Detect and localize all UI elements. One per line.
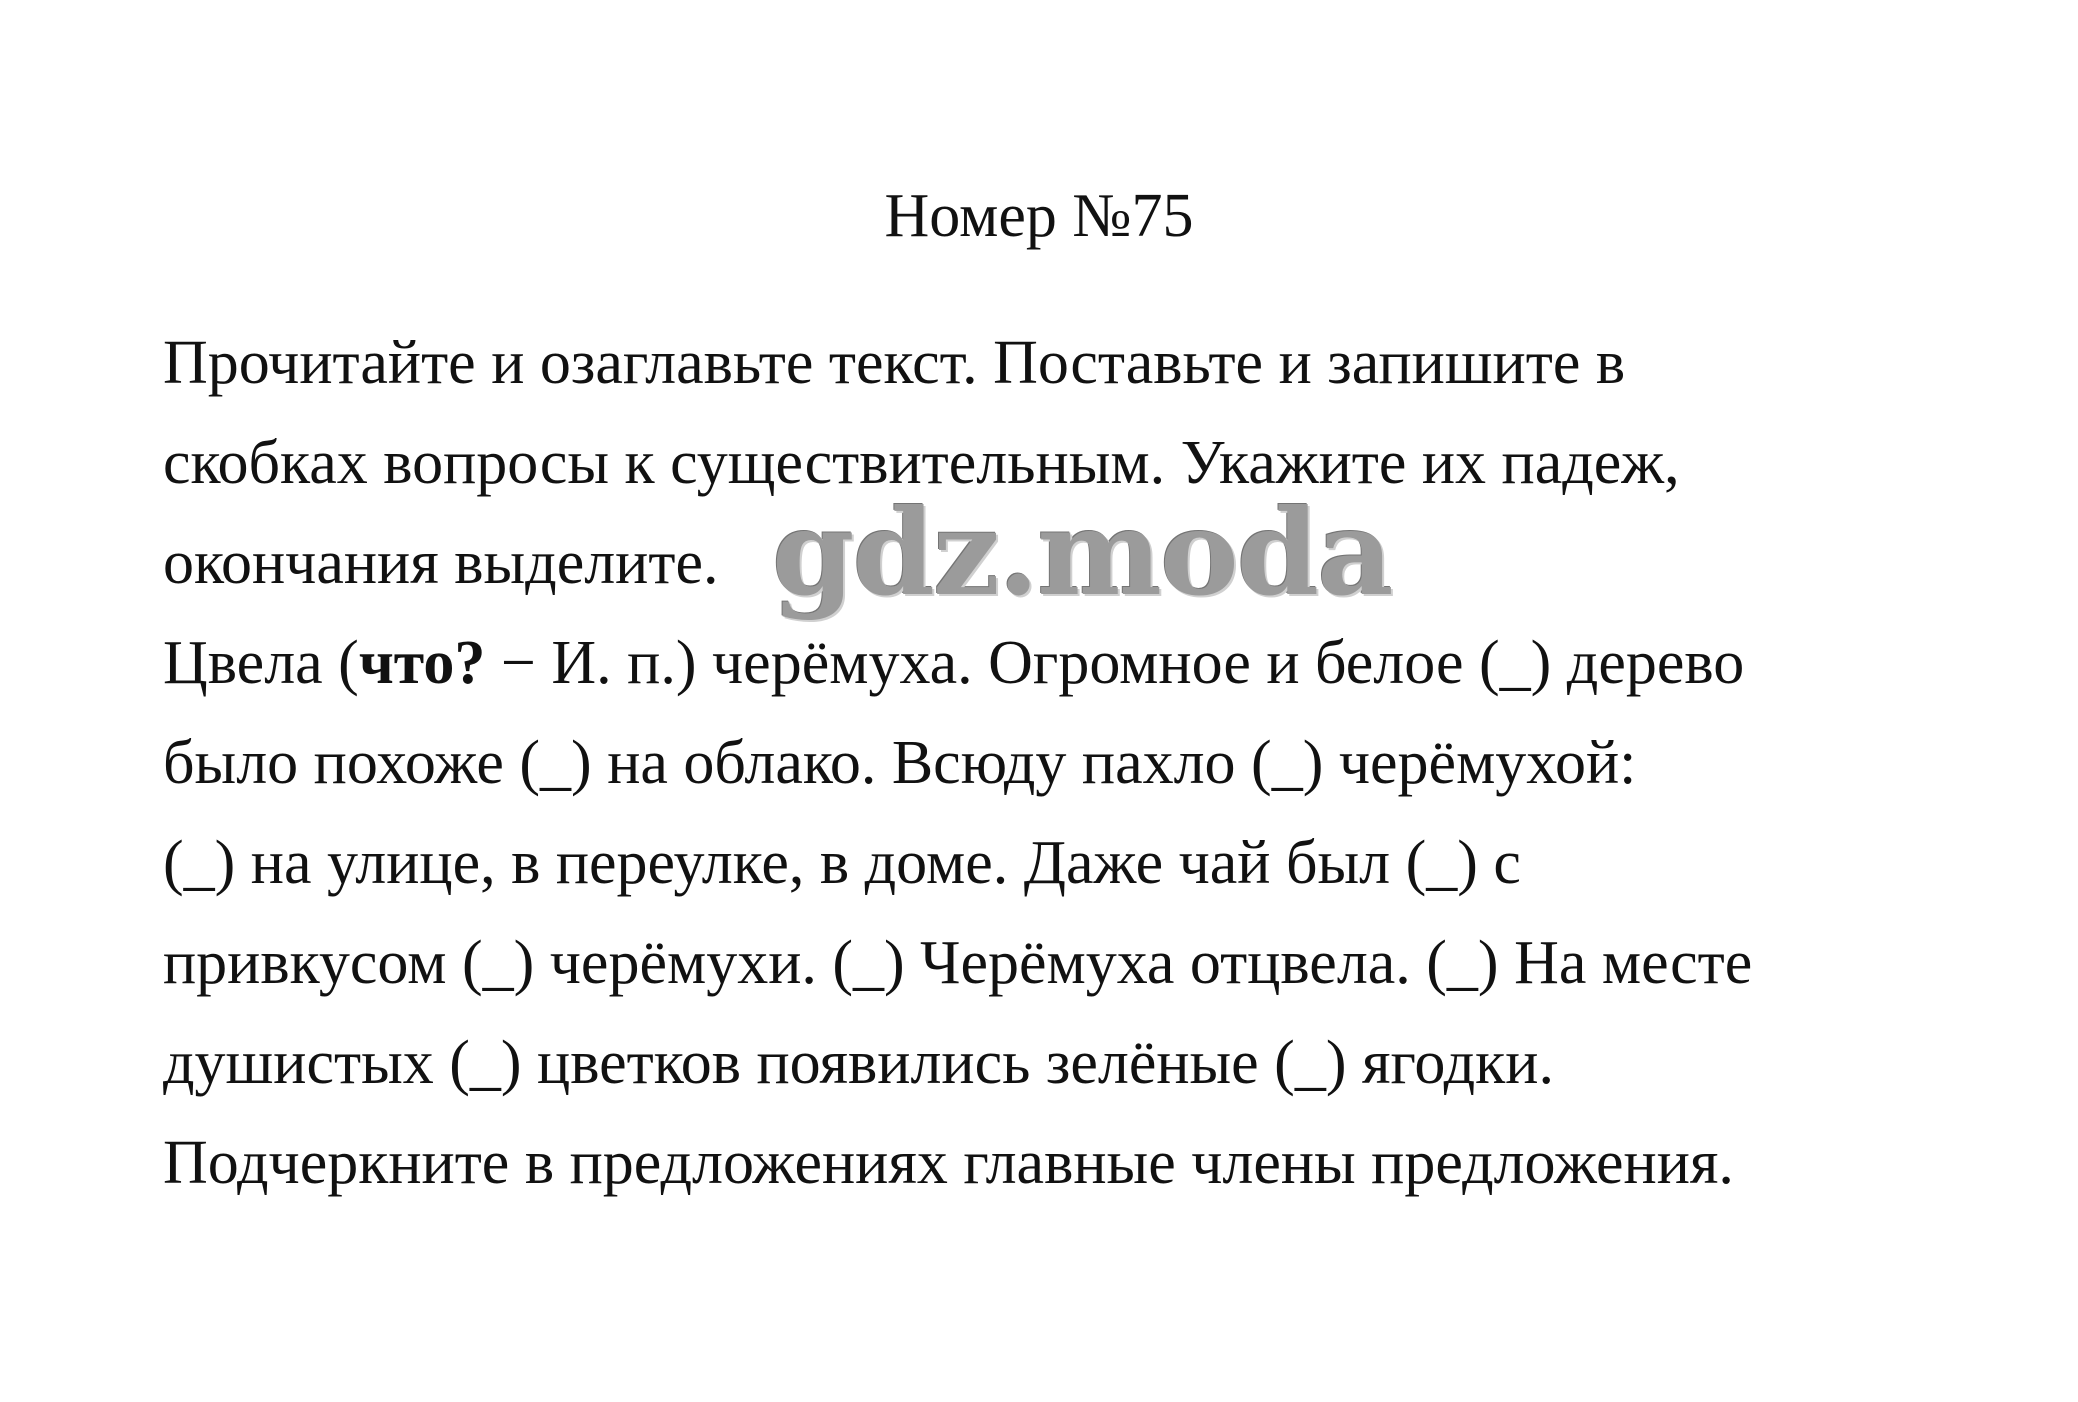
instruction-line-2: скобках вопросы к существительным. Укажите их падеж, [163, 429, 1680, 497]
final-task-line: Подчеркните в предложениях главные члены предложения. [163, 1129, 1734, 1197]
exercise-line-1 [163, 613, 1963, 713]
instruction-line-3: окончания выделите. [163, 529, 719, 597]
watermark-logo: gdz.moda [772, 483, 1392, 622]
instruction-line-1: Прочитайте и озаглавьте текст. Поставьте и запишите в [163, 329, 1626, 397]
exercise-text [163, 313, 1963, 1213]
question-word: что? [358, 629, 486, 697]
page-title: Номер №75 [884, 182, 1194, 250]
exercise-line-1-start: Цвела ( [163, 629, 359, 697]
exercise-line-4: привкусом (_) черёмухи. (_) Черёмуха отцвела. (_) На месте [163, 929, 1753, 997]
exercise-line-2: было похоже (_) на облако. Всюду пахло (_) черёмухой: [163, 729, 1637, 797]
exercise-line-1-end: − И. п.) черёмуха. Огромное и белое (_) дерево [485, 629, 1745, 697]
exercise-line-5: душистых (_) цветков появились зелёные (_) ягодки. [163, 1029, 1554, 1097]
exercise-line-3: (_) на улице, в переулке, в доме. Даже чай был (_) с [163, 829, 1521, 897]
